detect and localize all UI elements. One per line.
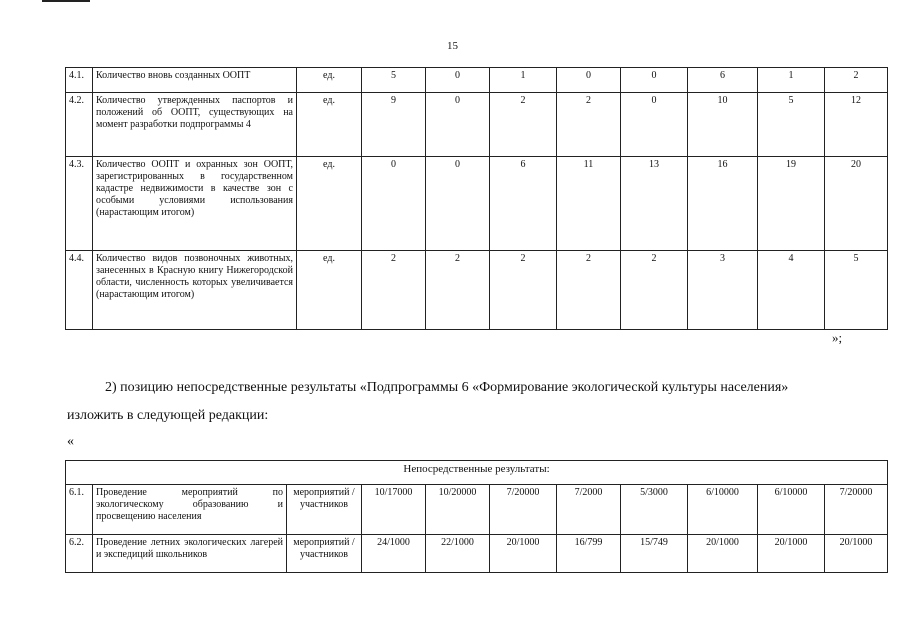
value-cell: 2 xyxy=(490,251,557,330)
value-cell: 0 xyxy=(426,93,490,157)
value-cell: 0 xyxy=(426,68,490,93)
top-edge-mark xyxy=(42,0,90,2)
table-row xyxy=(66,535,888,573)
indicator-name: Количество утвержденных паспортов и положений об ООПТ, существующих на момент разработки подпрограммы 4 xyxy=(93,93,297,157)
value-cell: 2 xyxy=(362,251,426,330)
table-row xyxy=(66,157,888,251)
value-cell: 0 xyxy=(621,93,688,157)
value-cell: 0 xyxy=(557,68,621,93)
opening-quote: « xyxy=(67,434,74,449)
table-row xyxy=(66,485,888,535)
value-cell: 1 xyxy=(758,68,825,93)
value-cell: 12 xyxy=(825,93,888,157)
indicator-name: Количество вновь созданных ООПТ xyxy=(93,68,297,93)
table-row xyxy=(66,251,888,330)
value-cell: 6 xyxy=(490,157,557,251)
result-name: Проведение летних экологических лагерей и экспедиций школьников xyxy=(93,535,287,573)
indicator-name: Количество видов позвоночных животных, занесенных в Красную книгу Нижегородской области, численность которых увеличивается (нарастающим итогом) xyxy=(93,251,297,330)
value-cell: 20/1000 xyxy=(825,535,888,573)
value-cell: 0 xyxy=(426,157,490,251)
value-cell: 20/1000 xyxy=(758,535,825,573)
row-index: 6.2. xyxy=(66,535,93,573)
closing-quote: »; xyxy=(832,330,843,345)
unit-cell: ед. xyxy=(297,251,362,330)
section-header: Непосредственные результаты: xyxy=(66,461,888,485)
value-cell: 2 xyxy=(557,251,621,330)
value-cell: 5/3000 xyxy=(621,485,688,535)
value-cell: 2 xyxy=(825,68,888,93)
value-cell: 6/10000 xyxy=(758,485,825,535)
value-cell: 10/17000 xyxy=(362,485,426,535)
table-row xyxy=(66,93,888,157)
value-cell: 7/20000 xyxy=(825,485,888,535)
value-cell: 19 xyxy=(758,157,825,251)
value-cell: 0 xyxy=(621,68,688,93)
value-cell: 2 xyxy=(557,93,621,157)
result-name: Проведение мероприятий по экологическому образованию и просвещению населения xyxy=(93,485,287,535)
value-cell: 15/749 xyxy=(621,535,688,573)
value-cell: 9 xyxy=(362,93,426,157)
value-cell: 11 xyxy=(557,157,621,251)
value-cell: 6/10000 xyxy=(688,485,758,535)
results-table-subprogram-6 xyxy=(65,460,888,573)
value-cell: 20 xyxy=(825,157,888,251)
indicators-table-subprogram-4 xyxy=(65,67,888,330)
row-index: 4.2. xyxy=(66,93,93,157)
unit-cell: ед. xyxy=(297,93,362,157)
row-index: 4.3. xyxy=(66,157,93,251)
value-cell: 6 xyxy=(688,68,758,93)
page-number: 15 xyxy=(447,40,458,52)
value-cell: 13 xyxy=(621,157,688,251)
value-cell: 10 xyxy=(688,93,758,157)
indicator-name: Количество ООПТ и охранных зон ООПТ, зарегистрированных в государственном кадастре недвижимости в качестве зон с особыми условиями использования (нарастающим итогом) xyxy=(93,157,297,251)
unit-cell: мероприятий /участников xyxy=(287,485,362,535)
value-cell: 5 xyxy=(362,68,426,93)
unit-cell: мероприятий /участников xyxy=(287,535,362,573)
paragraph-item-2: 2) позицию непосредственные результаты «Подпрограммы 6 «Формирование экологической культуры населения» xyxy=(105,380,789,395)
value-cell: 10/20000 xyxy=(426,485,490,535)
value-cell: 1 xyxy=(490,68,557,93)
row-index: 4.1. xyxy=(66,68,93,93)
value-cell: 2 xyxy=(426,251,490,330)
value-cell: 22/1000 xyxy=(426,535,490,573)
row-index: 6.1. xyxy=(66,485,93,535)
table-header-row xyxy=(66,461,888,485)
value-cell: 7/20000 xyxy=(490,485,557,535)
value-cell: 16/799 xyxy=(557,535,621,573)
value-cell: 5 xyxy=(825,251,888,330)
value-cell: 4 xyxy=(758,251,825,330)
row-index: 4.4. xyxy=(66,251,93,330)
value-cell: 24/1000 xyxy=(362,535,426,573)
value-cell: 20/1000 xyxy=(688,535,758,573)
unit-cell: ед. xyxy=(297,157,362,251)
value-cell: 2 xyxy=(621,251,688,330)
table-row xyxy=(66,68,888,93)
value-cell: 2 xyxy=(490,93,557,157)
paragraph-continuation: изложить в следующей редакции: xyxy=(67,408,269,423)
value-cell: 5 xyxy=(758,93,825,157)
value-cell: 7/2000 xyxy=(557,485,621,535)
unit-cell: ед. xyxy=(297,68,362,93)
value-cell: 0 xyxy=(362,157,426,251)
value-cell: 20/1000 xyxy=(490,535,557,573)
value-cell: 3 xyxy=(688,251,758,330)
value-cell: 16 xyxy=(688,157,758,251)
